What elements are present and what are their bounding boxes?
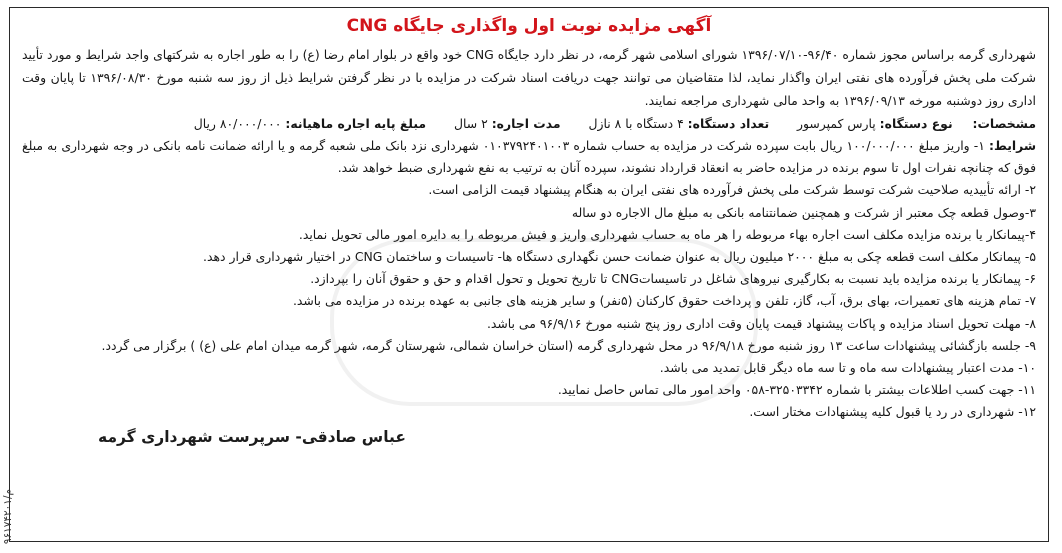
- condition-10: ۱۰- مدت اعتبار پیشنهادات سه ماه و تا سه ماه دیگر قابل تمدید می باشد.: [659, 360, 1036, 376]
- condition-1: [22, 135, 1036, 179]
- condition-7: ۷- تمام هزینه های تعمیرات، بهای برق، آب، گاز، تلفن و پرداخت حقوق کارکنان (۵نفر) و سایر هزینه های جانبی به عهده برنده در مزایده می باشد.: [292, 293, 1036, 309]
- condition-2: ۲- ارائه تأییدیه صلاحیت شرکت توسط شرکت ملی پخش فرآورده های نفتی ایران به هنگام پیشنهاد قیمت الزامی است.: [428, 182, 1036, 198]
- device-type-value: پارس کمپرسور: [797, 116, 876, 131]
- condition-1-text: ۱- واریز مبلغ ۱۰۰/۰۰۰/۰۰۰ ریال بابت سپرده شرکت در مزایده به حساب شماره ۰۱۰۳۷۹۲۴۰۱۰۰۳ شهرداری نزد بانک ملی شعبه گرمه و یا ارائه ضمانت نامه بانکی در وجه شهرداری به مبلغ فوق که چنانچه نفرات اول تا سوم برنده در مزایده حاضر به انعقاد قرارداد نشوند، سپرده آنان به ترتیب به نفع شهرداری ضبط خواهد شد.: [22, 138, 1036, 176]
- lease-term-label: مدت اجاره:: [491, 116, 561, 131]
- condition-11: ۱۱- جهت کسب اطلاعات بیشتر با شماره ۳۲۵۰۳۳۴۲-۰۵۸ واحد امور مالی تماس حاصل نمایید.: [557, 382, 1036, 398]
- base-rent-value: ۸۰/۰۰۰/۰۰۰ ریال: [193, 116, 282, 131]
- device-count-label: تعداد دستگاه:: [687, 116, 770, 131]
- specs-row: [22, 112, 1036, 135]
- lease-term-value: ۲ سال: [454, 116, 488, 131]
- device-count-value: ۴ دستگاه با ۸ نازل: [588, 116, 684, 131]
- notice-frame: [9, 7, 1049, 542]
- condition-5: ۵- پیمانکار مکلف است قطعه چکی به مبلغ ۲۰۰۰ میلیون ریال به عنوان ضمانت حسن نگهداری دستگاه ها- تاسیسات و ساختمان CNG در اختیار شهرداری قرار دهد.: [203, 249, 1036, 265]
- reference-code: م/۹۶۱۷۴۲۰۱: [2, 488, 14, 544]
- condition-9: ۹- جلسه بازگشائی پیشنهادات ساعت ۱۳ روز شنبه مورخ ۹۶/۹/۱۸ در محل شهرداری گرمه (استان خراسان شمالی، شهرستان گرمه، شهر گرمه میدان امام علی (ع) ) برگزار می گردد.: [101, 337, 1036, 353]
- specs-label: مشخصات:: [972, 116, 1036, 131]
- signature: عباس صادقی- سرپرست شهرداری گرمه: [98, 427, 406, 446]
- condition-6: ۶- پیمانکار یا برنده مزایده باید نسبت به بکارگیری نیروهای شاغل در تاسیساتCNG تا تاریخ تحویل و تحول اقدام و حق و حقوق آنان را بپردازد.: [310, 271, 1036, 287]
- notice-intro: شهرداری گرمه براساس مجوز شماره ۹۶/۴۰-۱۳۹۶/۰۷/۱۰ شورای اسلامی شهر گرمه، در نظر دارد جایگاه CNG خود واقع در بلوار امام رضا (ع) را به طور اجاره به شرکتهای واجد شرایط و مورد تأیید شرکت ملی پخش فرآورده های نفتی ایران واگذار نماید، لذا متقاضیان می توانند جهت دریافت اسناد شرکت در مزایده با در نظر گرفتن شرایط ذیل از روز سه شنبه مورخ ۱۳۹۶/۰۸/۳۰ تا پایان وقت اداری روز دوشنبه مورخه ۱۳۹۶/۰۹/۱۳ به واحد مالی شهرداری مراجعه نمایند.: [22, 47, 1037, 108]
- condition-12: ۱۲- شهرداری در رد یا قبول کلیه پیشنهادات مختار است.: [749, 404, 1036, 420]
- notice-title: آگهی مزایده نوبت اول واگذاری جایگاه CNG: [346, 16, 712, 36]
- condition-4: ۴-پیمانکار یا برنده مزایده مکلف است اجاره بهاء مربوطه را هر ماه به حساب شهرداری واریز و فیش مربوطه را به دایره امور مالی تحویل نماید.: [298, 226, 1036, 242]
- device-type-label: نوع دستگاه:: [879, 116, 953, 131]
- condition-8: ۸- مهلت تحویل اسناد مزایده و پاکات پیشنهاد قیمت پایان وقت اداری روز پنج شنبه مورخ ۹۶/۹/۱۶ می باشد.: [486, 315, 1036, 331]
- condition-3: ۳-وصول قطعه چک معتبر از شرکت و همچنین ضمانتنامه بانکی به مبلغ مال الاجاره دو ساله: [571, 204, 1036, 220]
- conditions-label: شرایط:: [988, 138, 1036, 153]
- base-rent-label: مبلغ پایه اجاره ماهیانه:: [285, 116, 427, 131]
